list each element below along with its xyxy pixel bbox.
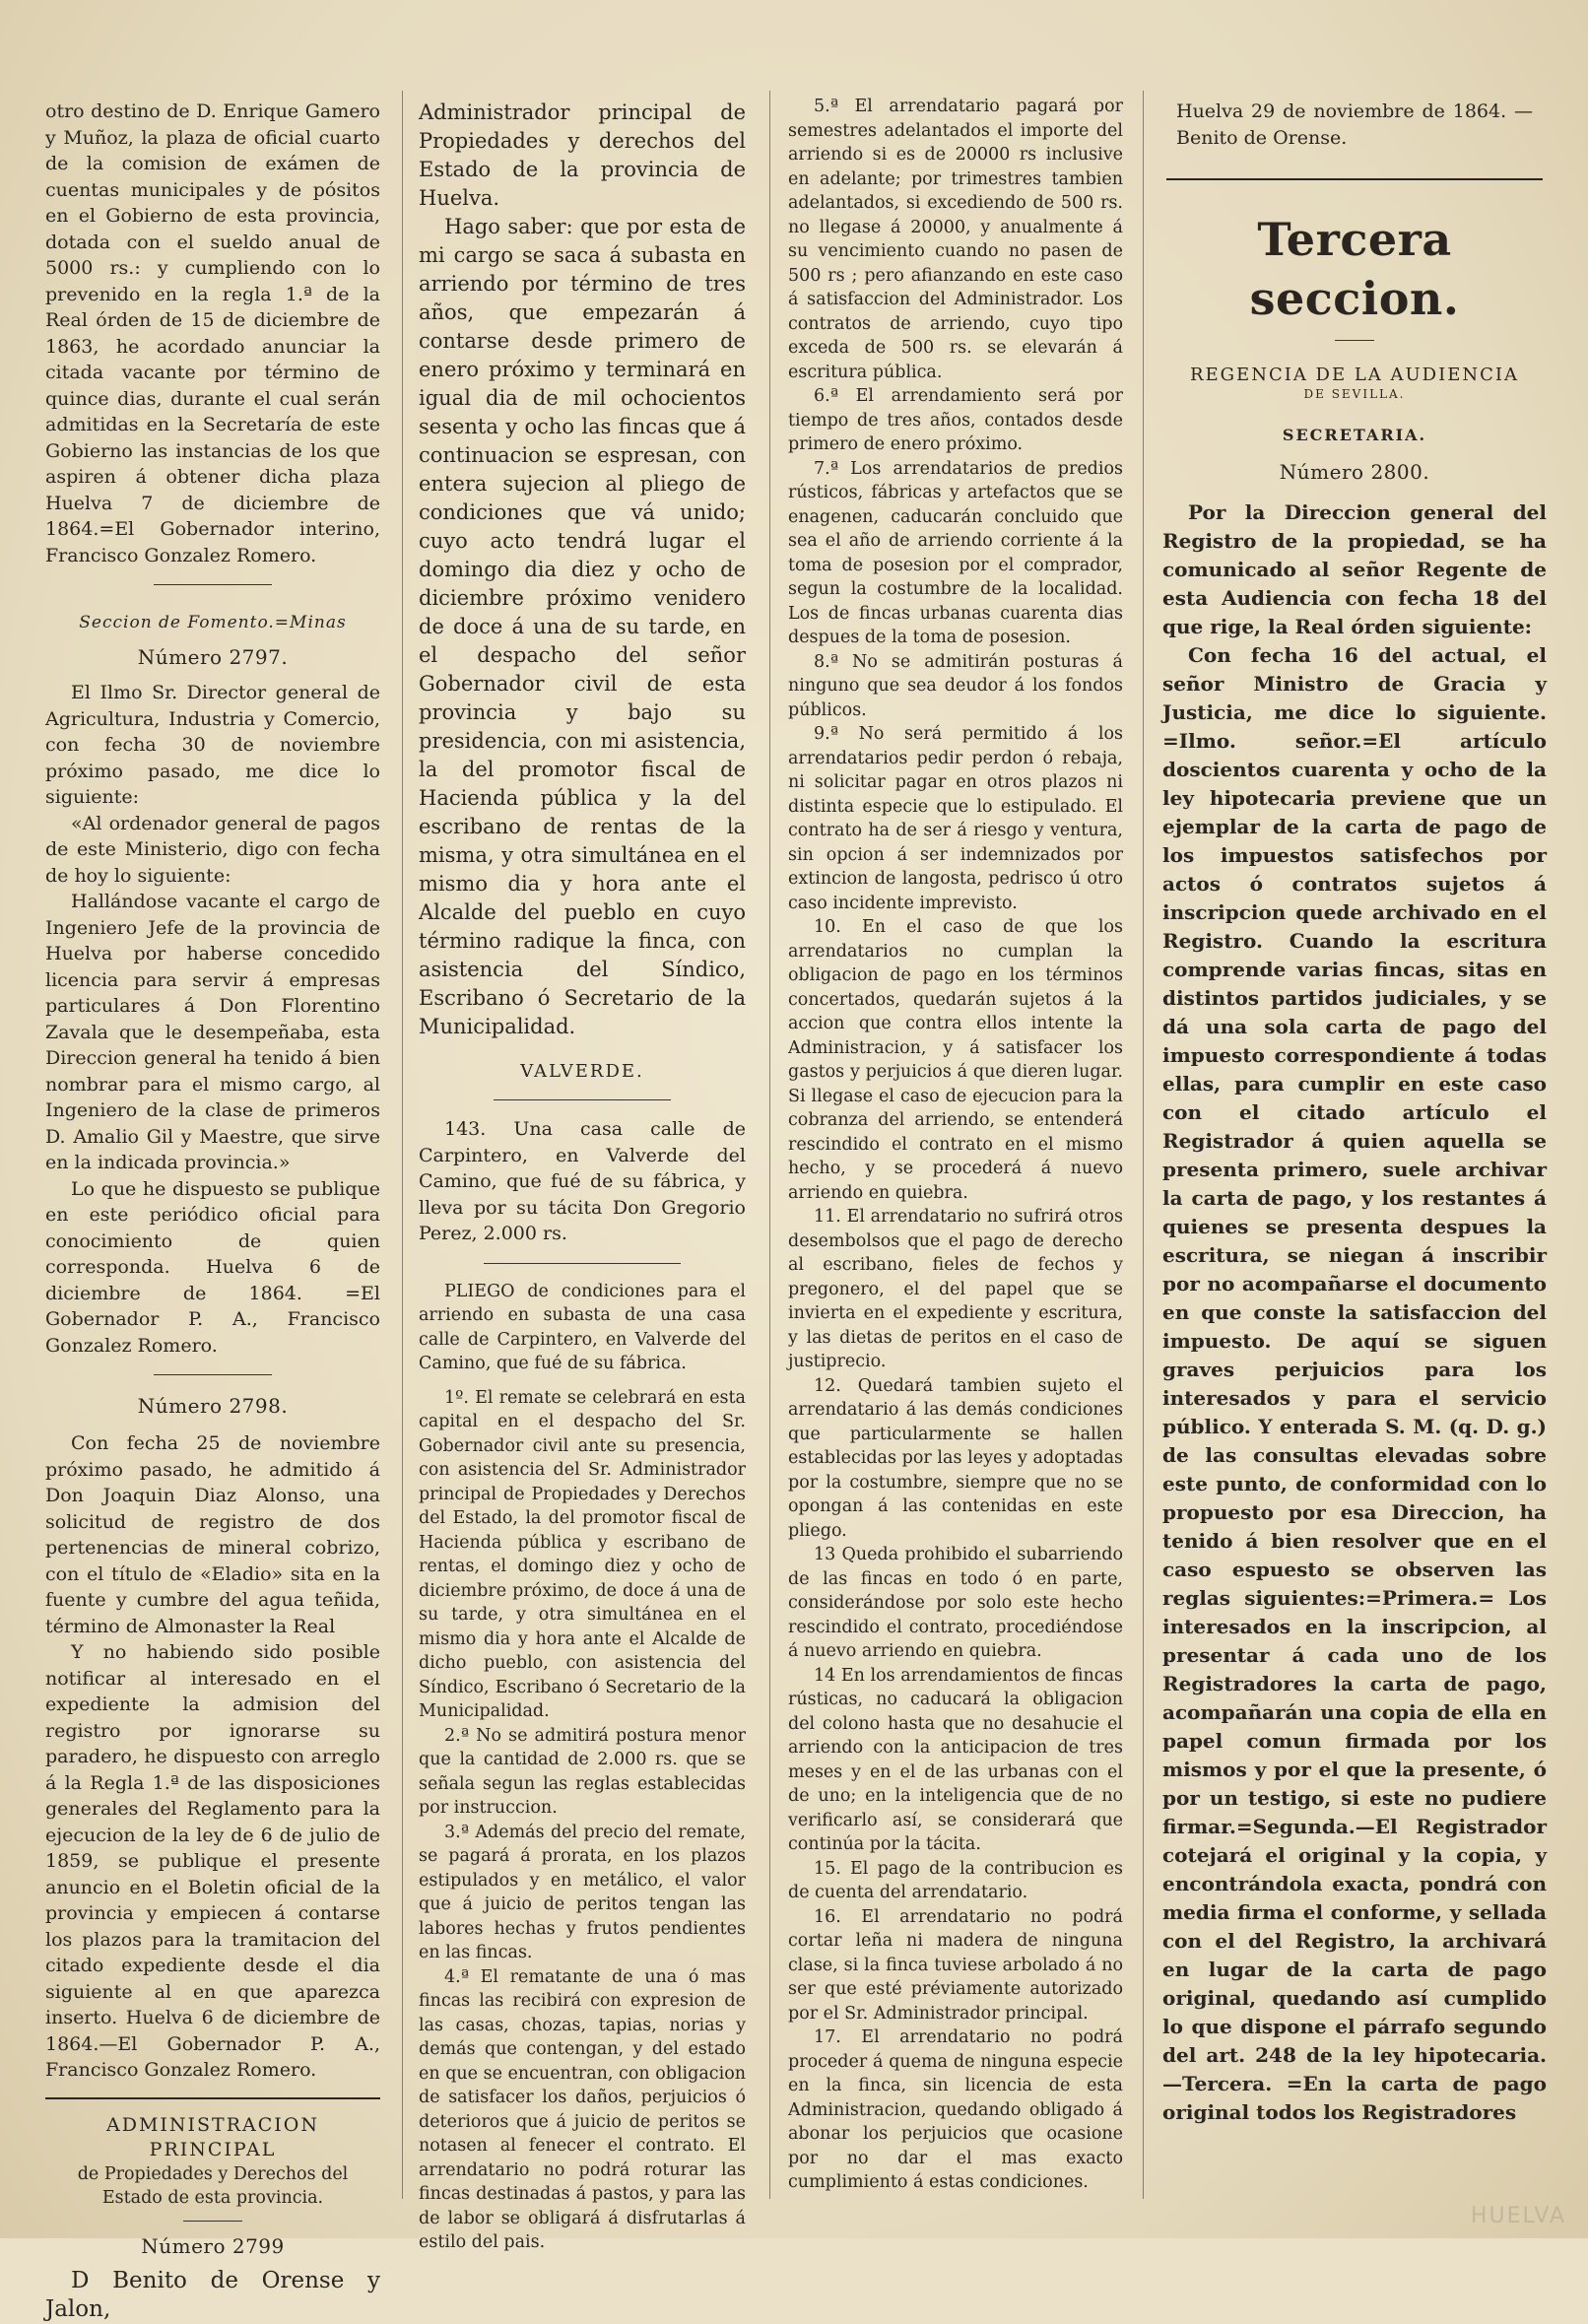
admin-subheading: de Propiedades y Derechos del Estado de esta provincia. <box>77 2163 349 2208</box>
paragraph: 3.ª Además del precio del remate, se pagará á prorata, en los plazos estipulados y en metálico, el valor que á juicio de peritos tengan las labores hechas y frutos pendientes en las fincas. <box>419 1822 746 1962</box>
column-divider <box>402 91 403 2199</box>
paragraph: 17. El arrendatario no podrá proceder á quema de ninguna especie en la finca, sin licencia de esta Administracion, quedando obligado á abonar los perjuicios que ocasione por no dar el mas exacto cumplimiento á estas condiciones. <box>788 2027 1123 2192</box>
paragraph: 6.ª El arrendamiento será por tiempo de tres años, contados desde primero de enero próximo. <box>788 386 1123 454</box>
paragraph: Hago saber: que por esta de mi cargo se saca á subasta en arriendo por término de tres años, que empezarán á contarse desde primero de enero próximo y terminará en igual dia de mil ochocientos sesenta y ocho las fincas que á continuacion se espresan, con entera sujecion al pliego de condiciones que vá unido; cuyo acto tendrá lugar el domingo dia diez y ocho de diciembre próximo venidero de doce á una de su tarde, en el despacho del señor Gobernador civil de esta provincia y bajo su presidencia, con mi asistencia, la del promotor fiscal de Hacienda pública y la del escribano de rentas de la misma, y otra simultánea en el mismo dia y hora ante el Alcalde del pueblo en cuyo término radique la finca, con asistencia del Síndico, Escribano ó Secretario de la Municipalidad. <box>419 215 746 1038</box>
column-divider <box>1143 91 1144 2199</box>
paragraph: 13 Queda prohibido el subarriendo de las fincas en todo ó en parte, considerándose por solo este hecho rescindido el contrato, procediéndose á nuevo arriendo en quiebra. <box>788 1545 1123 1661</box>
column-divider <box>769 91 770 2199</box>
column-3 <box>788 95 1123 2199</box>
paragraph: 9.ª No será permitido á los arrendatarios pedir perdon ó rebaja, ni solicitar pagar en otros plazos ni distinta especie que lo estipulado. El contrato ha de ser á riesgo y ventura, sin opcion á ser indemnizados por extincion de langosta, pedrisco ú otro caso incidente imprevisto. <box>788 724 1123 913</box>
notice-number: Número 2798. <box>137 1394 289 1418</box>
paragraph: otro destino de D. Enrique Gamero y Muñoz, la plaza de oficial cuarto de la comision de exámen de cuentas municipales y de pósitos en el Gobierno de esta provincia, dotada con el sueldo anual de 5000 rs.: y cumpliendo con lo prevenido en la regla 1.ª de la Real órden de 15 de diciembre de 1863, he acordado anunciar la citada vacante por término de quince dias, durante el cual serán admitidas en la Secretaría de este Gobierno las instancias de los que aspiren á obtener dicha plaza Huelva 7 de diciembre de 1864.=El Gobernador interino, Francisco Gonzalez Romero. <box>45 100 380 566</box>
separator <box>1166 178 1543 180</box>
watermark: HUELVA <box>1470 2204 1566 2228</box>
paragraph: 4.ª El rematante de una ó mas fincas las recibirá con expresion de las casas, chozas, tapias, norias y demás que contengan, y del estado en que se encuentran, con obligacion de satisfacer los daños, perjuicios ó deterioros que á juicio de peritos se notasen al fenecer el contrato. El arrendatario no podrá roturar las fincas destinadas á pastos, y para las de labor se obligará á disfrutarlas á estilo del pais. <box>419 1966 746 2252</box>
column-2 <box>419 99 746 2252</box>
paragraph: Administrador principal de Propiedades y derechos del Estado de la provincia de Huelva. <box>419 100 746 210</box>
town-heading: VALVERDE. <box>520 1061 644 1082</box>
section-heading: Seccion de Fomento.=Minas <box>79 613 347 632</box>
notice-number: Número 2797. <box>137 645 289 669</box>
paragraph: 143. Una casa calle de Carpintero, en Valverde del Camino, que fué de su fábrica, y lleva por su tácita Don Gregorio Perez, 2.000 rs. <box>419 1118 746 1244</box>
paragraph: 11. El arrendatario no sufrirá otros desembolsos que el pago de derecho al escribano, fieles de fechos y pregonero, el del papel que se invierta en el expediente y escritura, y las dietas de peritos en el caso de justiprecio. <box>788 1207 1123 1371</box>
separator <box>1335 340 1374 341</box>
paragraph: 16. El arrendatario no podrá cortar leña ni madera de ninguna clase, si la finca tuviese arbolado á no ser que esté préviamente autorizado por el Sr. Administrador principal. <box>788 1906 1123 2024</box>
paragraph: PLIEGO de condiciones para el arriendo en subasta de una casa calle de Carpintero, en Valverde del Camino, que fué de su fábrica. <box>419 1281 746 1373</box>
separator <box>154 1374 272 1375</box>
paragraph: 15. El pago de la contribucion es de cuenta del arrendatario. <box>788 1858 1123 1902</box>
separator <box>183 2221 242 2222</box>
paragraph: Con fecha 25 de noviembre próximo pasado, he admitido á Don Joaquin Diaz Alonso, una solicitud de registro de dos pertenencias de mineral cobrizo, con el título de «Eladio» sita en la fuente y cumbre del agua teñida, término de Almonaster la Real <box>45 1432 380 1637</box>
section-title: Tercera seccion. <box>1249 213 1460 325</box>
paragraph: «Al ordenador general de pagos de este Ministerio, digo con fecha de hoy lo siguiente: <box>45 812 380 887</box>
admin-heading: ADMINISTRACION PRINCIPAL <box>105 2113 319 2160</box>
paragraph: 10. En el caso de que los arrendatarios no cumplan la obligacion de pago en los términos concertados, quedarán sujetos á la accion que contra ellos intente la Administracion, y á satisfacer los gastos y perjuicios á que dieren lugar. Si llegase el caso de ejecucion para la cobranza del arriendo, se entenderá rescindido el contrato en el mismo hecho, y se procederá á nuevo arriendo en quiebra. <box>788 917 1123 1203</box>
paragraph: Por la Direccion general del Registro de la propiedad, se ha comunicado al señor Regente de esta Audiencia con fecha 18 del que rige, la Real órden siguiente: <box>1162 500 1547 638</box>
paragraph: 1º. El remate se celebrará en esta capital en el despacho del Sr. Gobernador civil ante su presencia, con asistencia del Sr. Administrador principal de Propiedades y Derechos del Estado, la del promotor fiscal de Hacienda pública y escribano de rentas, el domingo diez y ocho de diciembre próximo, de doce á una de su tarde, y otra simultánea en el mismo dia y hora ante el Alcalde de dicho pueblo, con asistencia del Síndico, Escribano ó Secretario de la Municipalidad. <box>419 1387 746 1721</box>
paragraph: 5.ª El arrendatario pagará por semestres adelantados el importe del arriendo si es de 20000 rs inclusive en adelante; por trimestres tambien adelantados, si excediendo de 500 rs. no llegase á 20000, y anualmente á su vencimiento cuando no pasen de 500 rs ; pero afianzando en este caso á satisfaccion del Administrador. Los contratos de arriendo, cuyo tipo exceda de 500 rs. se elevarán á escritura pública. <box>788 97 1123 382</box>
paragraph: El Ilmo Sr. Director general de Agricultura, Industria y Comercio, con fecha 30 de noviembre próximo pasado, me dice lo siguiente: <box>45 682 380 808</box>
separator <box>45 2097 380 2099</box>
separator <box>494 1099 671 1100</box>
paragraph: D Benito de Orense y Jalon, <box>45 2267 380 2322</box>
column-1 <box>45 99 380 2322</box>
separator <box>154 584 272 585</box>
paragraph: Huelva 29 de noviembre de 1864. —Benito de Orense. <box>1176 100 1533 149</box>
paragraph: Y no habiendo sido posible notificar al interesado en el expediente la admision del registro por ignorarse su paradero, he dispuesto con arreglo á la Regla 1.ª de las disposiciones generales del Reglamento para la ejecucion de la ley de 6 de julio de 1859, se publique el presente anuncio en el Boletin oficial de la provincia y empiecen á contarse los plazos para la tramitacion del citado expediente desde el dia siguiente al en que aparezca inserto. Huelva 6 de diciembre de 1864.—El Gobernador P. A., Francisco Gonzalez Romero. <box>45 1641 380 2081</box>
paragraph: Hallándose vacante el cargo de Ingeniero Jefe de la provincia de Huelva por haberse concedido licencia para servir á empresas particulares á Don Florentino Zavala que le desempeñaba, esta Direccion general ha tenido á bien nombrar para el mismo cargo, al Ingeniero de la clase de primeros D. Amalio Gil y Maestre, que sirve en la indicada provincia.» <box>45 891 380 1173</box>
column-4 <box>1162 99 1547 2199</box>
paragraph: 8.ª No se admitirán posturas á ninguno que sea deudor á los fondos públicos. <box>788 651 1123 720</box>
paragraph: 2.ª No se admitirá postura menor que la cantidad de 2.000 rs. que se señala segun las reglas establecidas por instruccion. <box>419 1725 746 1818</box>
paragraph: 14 En los arrendamientos de fincas rústicas, no caducará la obligacion del colono hasta que no desahucie el arriendo con la anticipacion de tres meses y en el de las urbanas con el de uno; en la inteligencia que de no verificarlo así, se considerará que continúa por la tácita. <box>788 1665 1123 1854</box>
notice-number: Número 2799 <box>141 2233 285 2258</box>
audiencia-heading: REGENCIA DE LA AUDIENCIA <box>1189 365 1519 385</box>
secretaria-heading: SECRETARIA. <box>1282 426 1427 444</box>
notice-number: Número 2800. <box>1279 460 1430 484</box>
paragraph: Lo que he dispuesto se publique en este periódico oficial para conocimiento de quien corresponda. Huelva 6 de diciembre de 1864. =El Gobernador P. A., Francisco Gonzalez Romero. <box>45 1177 380 1357</box>
paragraph: 7.ª Los arrendatarios de predios rústicos, fábricas y artefactos que se enagenen, caducarán concluido que sea el año de arriendo corriente á la toma de posesion por el comprador, segun la costumbre de la localidad. Los de fincas urbanas cuarenta dias despues de la toma de posesion. <box>788 458 1123 647</box>
audiencia-subheading: DE SEVILLA. <box>1303 387 1406 401</box>
paragraph: 12. Quedará tambien sujeto el arrendatario á las demás condiciones que particularmente se hallen establecidas por las leyes y adoptadas por la costumbre, siempre que no se opongan á las contenidas en este pliego. <box>788 1375 1123 1541</box>
paragraph: Con fecha 16 del actual, el señor Ministro de Gracia y Justicia, me dice lo siguiente. =Ilmo. señor.=El artículo doscientos cuarenta y ocho de la ley hipotecaria previene que un ejemplar de la carta de pago de los impuestos satisfechos por actos ó contratos sujetos á inscripcion quede archivado en el Registro. Cuando la escritura comprende varias fincas, sitas en distintos partidos judiciales, y se dá una sola carta de pago del impuesto correspondiente á todas ellas, para cumplir en este caso con el citado artículo el Registrador á quien aquella se presenta primero, suele archivar la carta de pago, y los restantes á quienes se presenta despues la escritura, se niegan á inscribir por no acompañarse el documento en que conste la satisfaccion del impuesto. De aquí se siguen graves perjuicios para los interesados y para el servicio público. Y enterada S. M. (q. D. g.) de las consultas elevadas sobre este punto, de conformidad con lo propuesto por esa Direccion, ha tenido á bien resolver que en el caso espuesto se observen las reglas siguientes:=Primera.= Los interesados en la inscripcion, al presentar á cada uno de los Registradores la carta de pago, acompañarán una copia de ella en papel comun firmada por los mismos y por el que la presente, ó por un testigo, si este no pudiere firmar.=Segunda.—El Registrador cotejará el original y la copia, y encontrándola exacta, pondrá con media firma el conforme, y sellada con el del Registro, la archivará en lugar de la carta de pago original, quedando así cumplido lo que dispone el párrafo segundo del art. 248 de la ley hipotecaria.—Tercera. =En la carta de pago original todos los Registradores <box>1162 643 1547 2124</box>
separator <box>484 1263 681 1264</box>
